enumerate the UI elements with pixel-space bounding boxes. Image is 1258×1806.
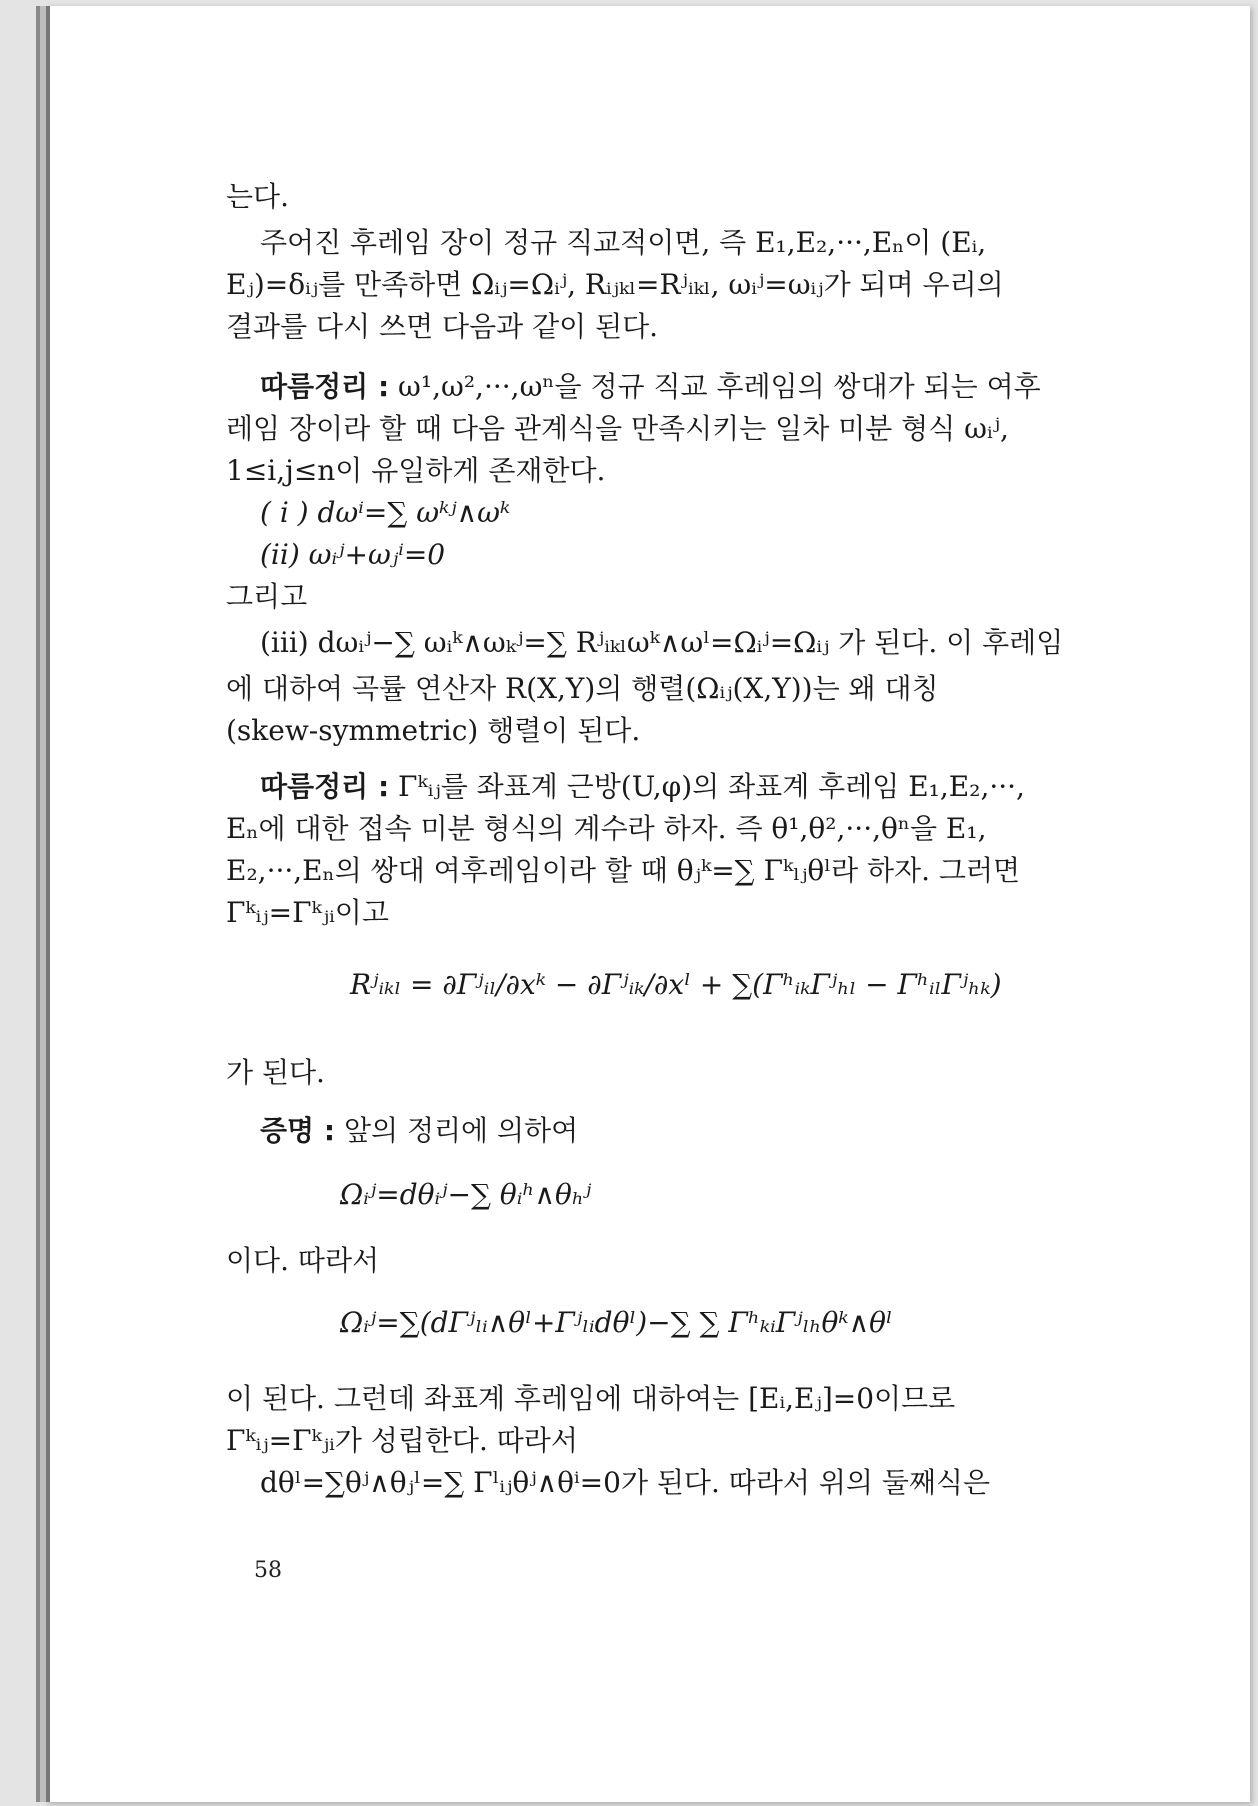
text-line-26: dθˡ=∑θʲ∧θⱼˡ=∑ Γˡᵢⱼθʲ∧θⁱ=0가 된다. 따라서 위의 둘째식은	[260, 1466, 991, 1499]
text-line-3: Eⱼ)=δᵢⱼ를 만족하면 Ωᵢⱼ=Ωᵢʲ, Rᵢⱼₖₗ=Rʲᵢₖₗ, ωᵢʲ=ωᵢⱼ가 되며 우리의	[226, 268, 1004, 301]
text-line-13: (skew-symmetric) 행렬이 된다.	[226, 714, 641, 747]
text-line-7: 1≤i,j≤n이 유일하게 존재한다.	[226, 454, 606, 487]
equation-ii: (ii) ωᵢʲ+ωⱼⁱ=0	[260, 538, 446, 571]
corollary-label: 따름정리 :	[260, 370, 390, 403]
proof-label: 증명 :	[260, 1114, 336, 1147]
equation-iii: (iii) dωᵢʲ−∑ ωᵢᵏ∧ωₖʲ=∑ Rʲᵢₖₗωᵏ∧ωˡ=Ωᵢʲ=Ωᵢⱼ 가 된다. 이 후레임	[260, 626, 1064, 659]
text-line-6: 레임 장이라 할 때 다음 관계식을 만족시키는 일차 미분 형식 ωᵢʲ,	[226, 412, 1009, 445]
book-page	[46, 6, 1250, 1802]
proof-text: 앞의 정리에 의하여	[343, 1114, 579, 1147]
corollary-label: 따름정리 :	[260, 770, 390, 803]
text-line-1: 는다.	[226, 180, 289, 213]
corollary-1	[260, 370, 1041, 404]
text-line-10: 그리고	[226, 580, 308, 613]
text-line-19: 가 된다.	[226, 1056, 325, 1089]
text-line-22: 이다. 따라서	[226, 1244, 380, 1277]
corollary-text: Γᵏᵢⱼ를 좌표계 근방(U,φ)의 좌표계 후레임 E₁,E₂,···,	[398, 770, 1025, 803]
text-line-4: 결과를 다시 쓰면 다음과 같이 된다.	[226, 310, 659, 343]
text-line-2: 주어진 후레임 장이 정규 직교적이면, 즉 E₁,E₂,···,Eₙ이 (Eᵢ,	[260, 226, 987, 259]
text-line-24: 이 된다. 그런데 좌표계 후레임에 대하여는 [Eᵢ,Eⱼ]=0이므로	[226, 1382, 956, 1415]
corollary-2	[260, 770, 1025, 804]
text-line-25: Γᵏᵢⱼ=Γᵏⱼᵢ가 성립한다. 따라서	[226, 1424, 578, 1457]
page-number: 58	[254, 1558, 282, 1583]
corollary-text: ω¹,ω²,···,ωⁿ을 정규 직교 후레임의 쌍대가 되는 여후	[398, 370, 1041, 403]
equation-i: ( i ) dωⁱ=∑ ωᵏʲ∧ωᵏ	[260, 496, 511, 529]
text-line-16: E₂,···,Eₙ의 쌍대 여후레임이라 할 때 θⱼᵏ=∑ Γᵏₗⱼθˡ라 하자. 그러면	[226, 854, 1021, 887]
equation-omega-expanded: Ωᵢʲ=∑(dΓʲₗᵢ∧θˡ+Γʲₗᵢdθˡ)−∑ ∑ ΓʰₖᵢΓʲₗₕθᵏ∧θˡ	[340, 1306, 893, 1339]
text-line-17: Γᵏᵢⱼ=Γᵏⱼᵢ이고	[226, 896, 389, 929]
curvature-formula: Rʲᵢₖₗ = ∂Γʲᵢₗ/∂xᵏ − ∂Γʲᵢₖ/∂xˡ + ∑(ΓʰᵢₖΓʲₕₗ − ΓʰᵢₗΓʲₕₖ)	[350, 968, 1002, 1001]
text-line-12: 에 대하여 곡률 연산자 R(X,Y)의 행렬(Ωᵢⱼ(X,Y))는 왜 대칭	[226, 672, 939, 705]
equation-omega: Ωᵢʲ=dθᵢʲ−∑ θᵢʰ∧θₕʲ	[340, 1178, 592, 1211]
text-line-15: Eₙ에 대한 접속 미분 형식의 계수라 하자. 즉 θ¹,θ²,···,θⁿ을 E₁,	[226, 812, 987, 845]
proof-start	[260, 1114, 578, 1148]
